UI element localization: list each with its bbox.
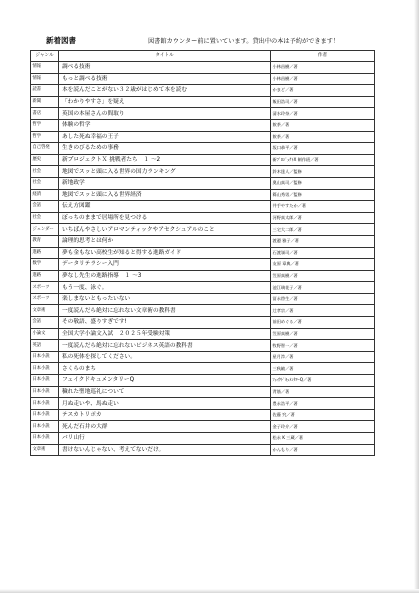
author-cell: 飲茶／著: [271, 131, 375, 143]
table-row: [31, 317, 375, 329]
title-cell: もっと調べる技術: [59, 73, 271, 85]
genre-cell: 社会: [31, 166, 59, 178]
title-cell: 夢も金もない高校生が知ると得する進路ガイド: [59, 247, 271, 259]
genre-cell: 進路: [31, 247, 59, 259]
title-cell: 生きのびるための事務: [59, 143, 271, 155]
author-cell: 佐藤 究／著: [271, 409, 375, 421]
genre-cell: 情報: [31, 73, 59, 85]
page-edge-shadow-bottom: [0, 589, 419, 593]
genre-cell: 英語: [31, 340, 59, 352]
genre-cell: 数学: [31, 259, 59, 271]
title-cell: 伝え方図鑑: [59, 201, 271, 213]
genre-cell: 歴史: [31, 154, 59, 166]
table-row: [31, 201, 375, 213]
author-cell: 坂口恭平／著: [271, 143, 375, 155]
title-cell: 体験の哲学: [59, 119, 271, 131]
title-cell: フェイクドキュメンタリーQ: [59, 375, 271, 387]
genre-cell: 自己啓発: [31, 143, 59, 155]
genre-cell: 会話: [31, 201, 59, 213]
column-header-genre: ジャンル: [31, 51, 59, 62]
author-cell: 渡邉 雅子／著: [271, 235, 375, 247]
table-header-row: [31, 51, 375, 62]
table-row: [31, 224, 375, 236]
author-cell: 辻孝宗／著: [271, 305, 375, 317]
title-cell: 一度読んだら絶対に忘れないビジネス英語の教科書: [59, 340, 271, 352]
author-cell: 鈴木達人／監修: [271, 166, 375, 178]
table-row: [31, 259, 375, 271]
title-cell: 新地政学: [59, 177, 271, 189]
genre-cell: ジェンダー: [31, 224, 59, 236]
table-row: [31, 85, 375, 97]
table-row: [31, 166, 375, 178]
table-row: [31, 386, 375, 398]
table-row: [31, 62, 375, 74]
table-row: [31, 247, 375, 259]
table-row: [31, 270, 375, 282]
author-cell: かんもり／著: [271, 444, 375, 456]
table-row: [31, 351, 375, 363]
table-row: [31, 444, 375, 456]
genre-cell: 日本小説: [31, 433, 59, 445]
genre-cell: 日本小説: [31, 375, 59, 387]
genre-cell: スポーツ: [31, 293, 59, 305]
title-cell: 月ぬ走いや、馬ぬ走い: [59, 398, 271, 410]
genre-cell: 日本小説: [31, 351, 59, 363]
genre-cell: 経済: [31, 189, 59, 201]
genre-cell: 社会: [31, 177, 59, 189]
author-cell: 池江璃花子／著: [271, 282, 375, 294]
column-header-title: タイトル: [59, 51, 271, 62]
author-cell: 清水玲奈／著: [271, 108, 375, 120]
title-cell: テスカトリポカ: [59, 409, 271, 421]
table-row: [31, 328, 375, 340]
author-cell: 前田めぐる／著: [271, 317, 375, 329]
title-cell: 書けないんじゃない、考えてないだけ。: [59, 444, 271, 456]
genre-cell: 日本小説: [31, 386, 59, 398]
genre-cell: 日本小説: [31, 421, 59, 433]
genre-cell: 日本小説: [31, 409, 59, 421]
table-row: [31, 131, 375, 143]
title-cell: データリテラシー入門: [59, 259, 271, 271]
title-cell: 地図でスッと頭に入る世界経済: [59, 189, 271, 201]
author-cell: 三宅大二郎／著: [271, 224, 375, 236]
title-cell: 論理的思考とは何か: [59, 235, 271, 247]
author-cell: かまど／著: [271, 85, 375, 97]
title-cell: 英国の本屋さんの間取り: [59, 108, 271, 120]
author-cell: 石渡嶺司／著: [271, 247, 375, 259]
genre-cell: 新聞: [31, 96, 59, 108]
table-row: [31, 119, 375, 131]
title-cell: バリ山行: [59, 433, 271, 445]
title-cell: 地図でスッと頭に入る世界の国力ランキング: [59, 166, 271, 178]
author-cell: 金子玲介／著: [271, 421, 375, 433]
title-cell: あした死ぬ幸福の王子: [59, 131, 271, 143]
title-cell: いちばんやさしいアロマンティックやアセクシュアルのこと: [59, 224, 271, 236]
page-edge-shadow: [414, 0, 419, 593]
author-cell: 笠原真樹／著: [271, 328, 375, 340]
genre-cell: スポーツ: [31, 282, 59, 294]
page-title: 新着図書: [46, 36, 76, 45]
table-row: [31, 433, 375, 445]
title-cell: 穢れた聖地巡礼について: [59, 386, 271, 398]
table-row: [31, 212, 375, 224]
genre-cell: 日本小説: [31, 363, 59, 375]
genre-cell: 哲学: [31, 131, 59, 143]
table-row: [31, 73, 375, 85]
author-cell: 友原 章典／著: [271, 259, 375, 271]
title-cell: 一度読んだら絶対に忘れない文章術の教科書: [59, 305, 271, 317]
table-row: [31, 398, 375, 410]
author-cell: 松永 K 三蔵／著: [271, 433, 375, 445]
genre-cell: 教育: [31, 235, 59, 247]
genre-cell: 小論文: [31, 328, 59, 340]
genre-cell: 哲学: [31, 119, 59, 131]
author-cell: 豊永浩平／著: [271, 398, 375, 410]
title-cell: 全国大学小論文入試 ２０２５年受験対策: [59, 328, 271, 340]
table-row: [31, 143, 375, 155]
title-cell: 調べる技術: [59, 62, 271, 74]
genre-cell: 情報: [31, 62, 59, 74]
author-cell: 井手やすたか／著: [271, 201, 375, 213]
table-row: [31, 154, 375, 166]
title-cell: 新プロジェクトＸ 挑戦者たち １ ～2: [59, 154, 271, 166]
column-header-author: 作者: [271, 51, 375, 62]
table-row: [31, 305, 375, 317]
table-row: [31, 177, 375, 189]
author-cell: 河野真太郎／著: [271, 212, 375, 224]
genre-cell: 日本小説: [31, 398, 59, 410]
title-cell: 本を読んだことがない３２歳がはじめて本を読む: [59, 85, 271, 97]
table-row: [31, 421, 375, 433]
title-cell: その敬語、盛りすぎです!: [59, 317, 271, 329]
title-cell: 楽しまないともったいない: [59, 293, 271, 305]
notice-text: 図書館カウンター前に置いています。貸出中の本は予約ができます！: [148, 38, 340, 45]
table-row: [31, 189, 375, 201]
author-cell: 新ﾌﾟﾛｼﾞｪｸﾄX 制作班／著: [271, 154, 375, 166]
table-row: [31, 108, 375, 120]
table-row: [31, 235, 375, 247]
table-row: [31, 375, 375, 387]
genre-cell: 進路: [31, 270, 59, 282]
author-cell: 小林昌樹／著: [271, 73, 375, 85]
genre-cell: 社会: [31, 212, 59, 224]
table-row: [31, 293, 375, 305]
author-cell: 小林昌樹／著: [271, 62, 375, 74]
title-cell: 死んだ石井の大群: [59, 421, 271, 433]
title-cell: ぼっちのままで居場所を見つける: [59, 212, 271, 224]
table-row: [31, 340, 375, 352]
genre-cell: 文章術: [31, 305, 59, 317]
author-cell: 笠原真樹／著: [271, 270, 375, 282]
author-cell: 奥山真司／監修: [271, 177, 375, 189]
table-row: [31, 282, 375, 294]
title-cell: もう一度、泳ぐ。: [59, 282, 271, 294]
table-row: [31, 363, 375, 375]
author-cell: ﾌｪｲｸﾄﾞｷｭﾒﾝﾀﾘｰQ／著: [271, 375, 375, 387]
genre-cell: 文章術: [31, 444, 59, 456]
title-cell: 夢なし先生の進路指導 １ ～3: [59, 270, 271, 282]
author-cell: 背筋／著: [271, 386, 375, 398]
table-row: [31, 409, 375, 421]
author-cell: 飯田浩司／著: [271, 96, 375, 108]
table-row: [31, 96, 375, 108]
title-cell: 私の死体を探してください。: [59, 351, 271, 363]
genre-cell: 会話: [31, 317, 59, 329]
title-cell: 「わかりやすさ」を疑え: [59, 96, 271, 108]
author-cell: 飲茶／著: [271, 119, 375, 131]
genre-cell: 書店: [31, 108, 59, 120]
genre-cell: 読書: [31, 85, 59, 97]
author-cell: 牧野智一／著: [271, 340, 375, 352]
author-cell: 三秋縋／著: [271, 363, 375, 375]
author-cell: 篠山秀男／監修: [271, 189, 375, 201]
author-cell: 冨永啓生／著: [271, 293, 375, 305]
title-cell: さくらのまち: [59, 363, 271, 375]
new-books-table: [30, 50, 375, 456]
author-cell: 星月渉／著: [271, 351, 375, 363]
